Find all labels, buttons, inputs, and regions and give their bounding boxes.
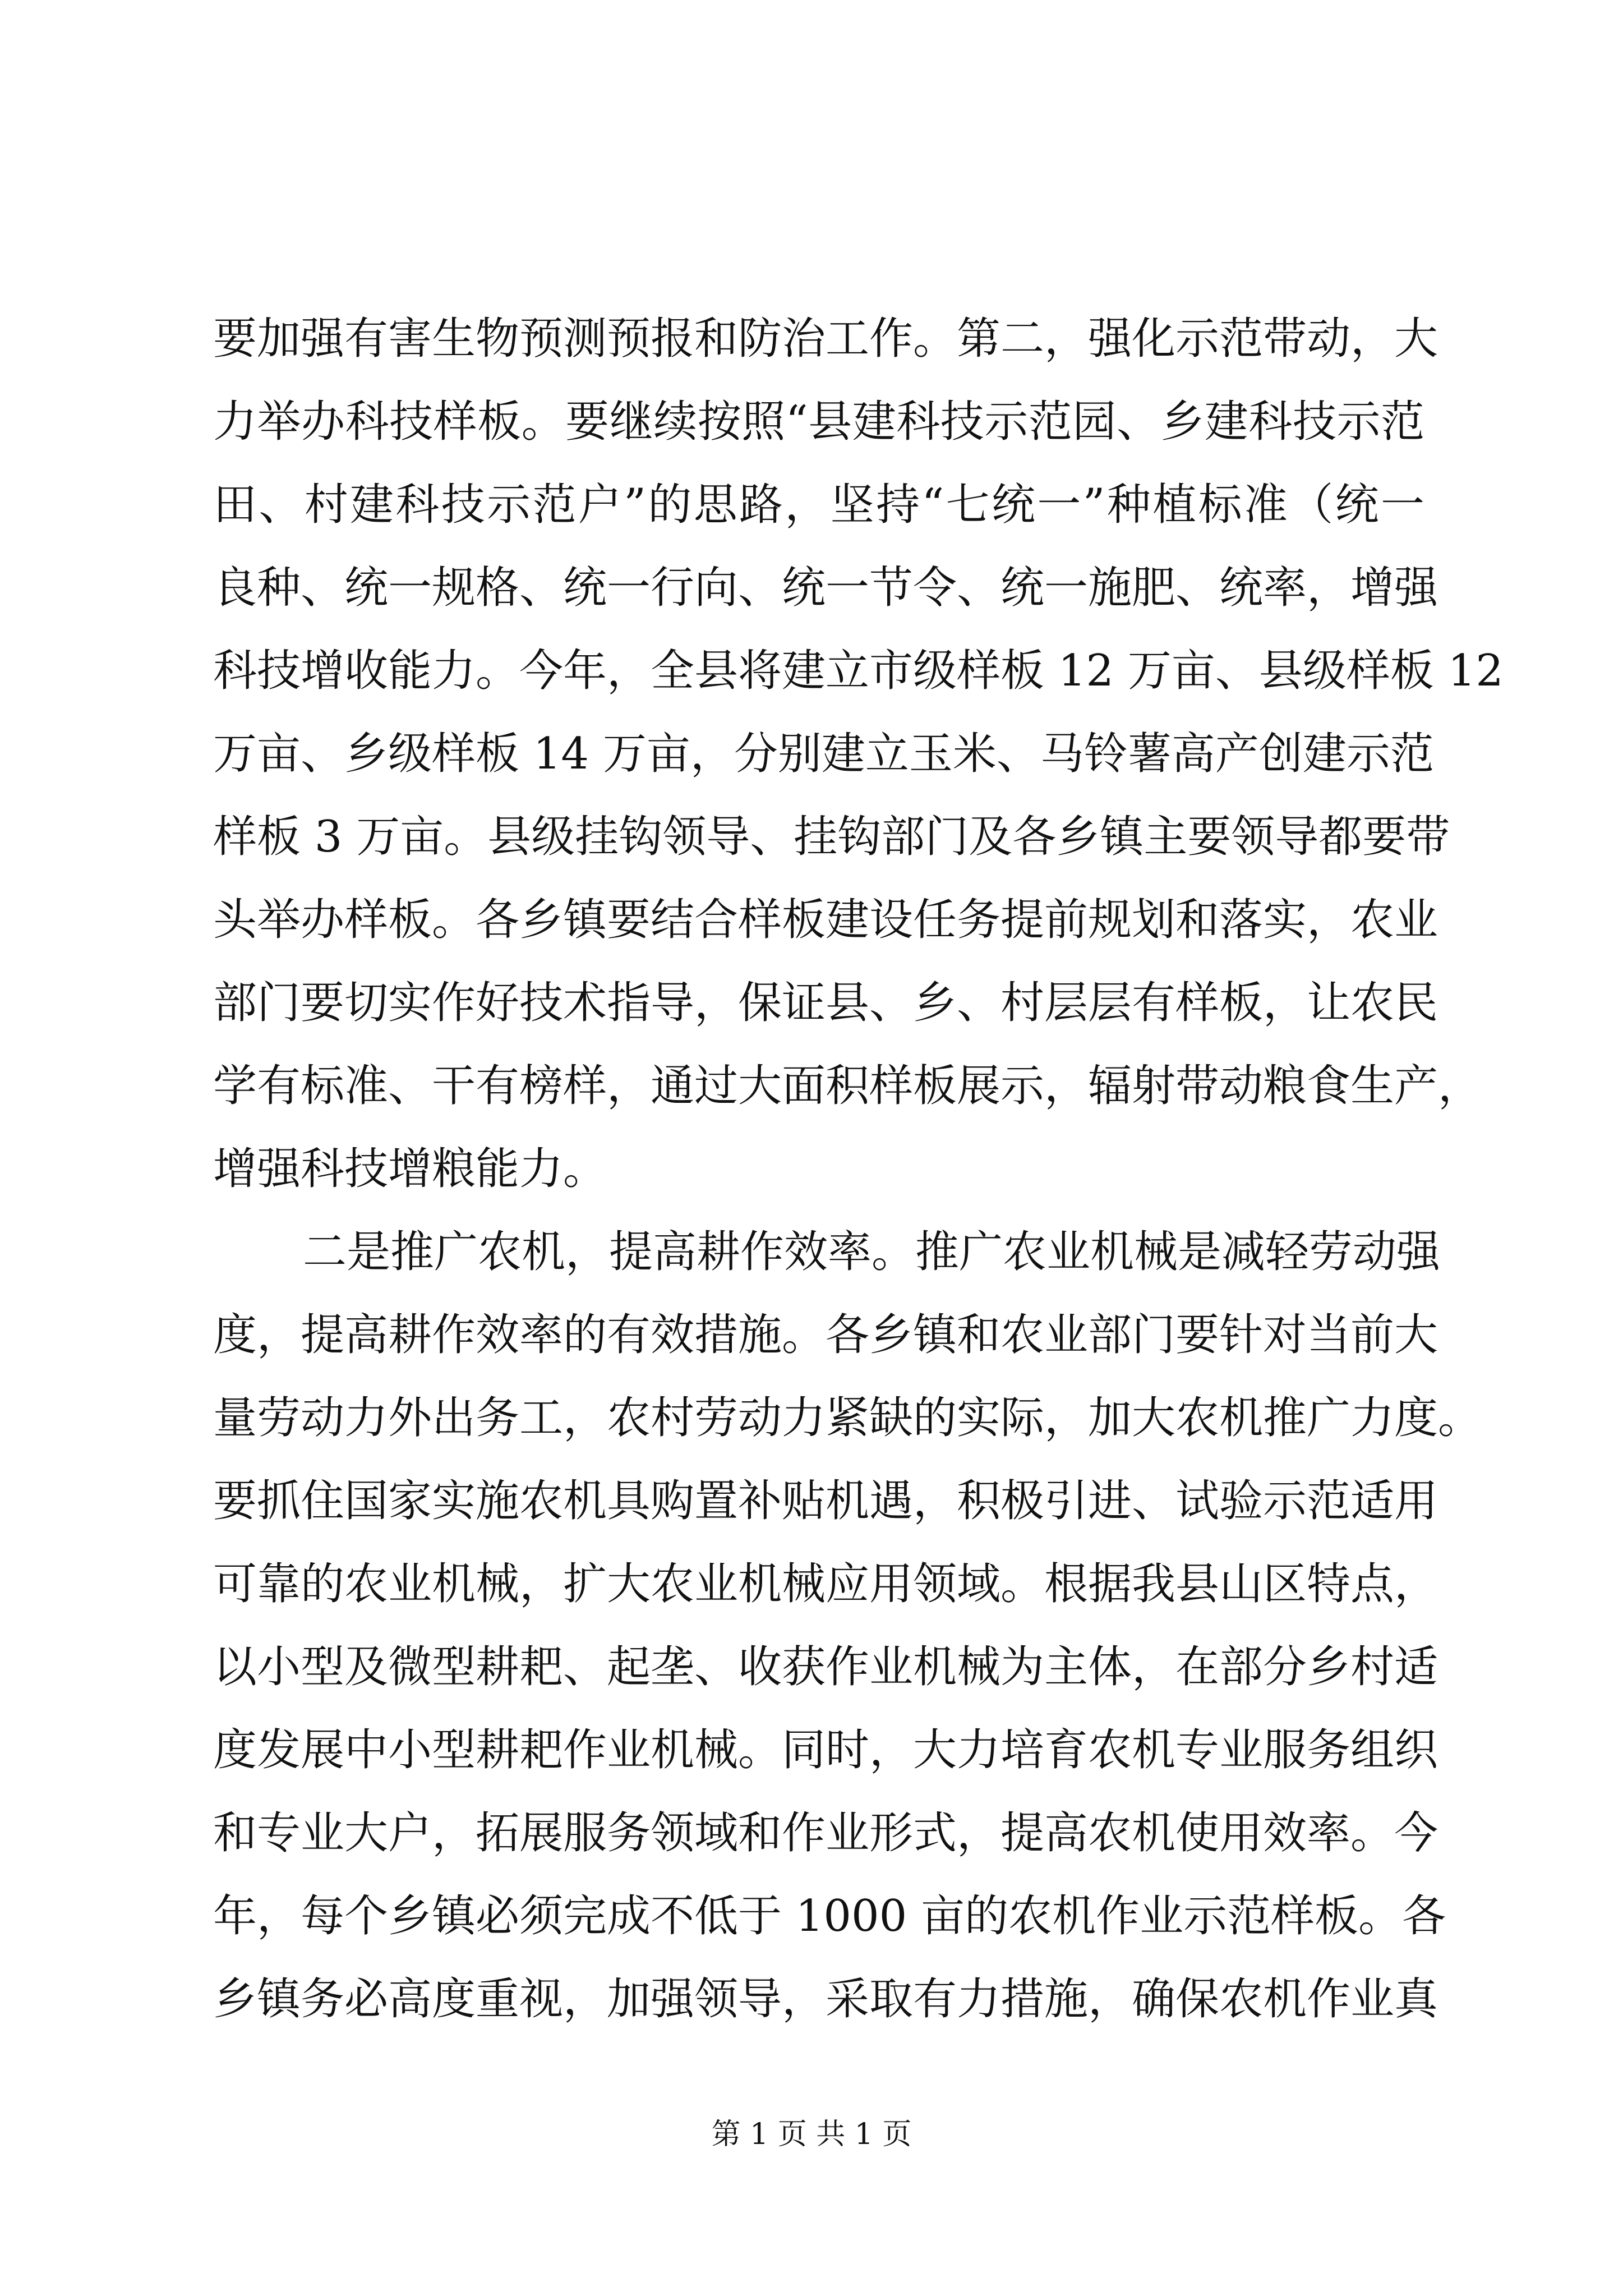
text-line-6: 万亩、乡级样板 14 万亩，分别建立玉米、马铃薯高产创建示范 [213, 729, 1434, 779]
text-line-5: 科技增收能力。今年，全县将建立市级样板 12 万亩、县级样板 12 [213, 646, 1504, 696]
text-line-15: 要抓住国家实施农机具购置补贴机遇，积极引进、试验示范适用 [213, 1476, 1438, 1526]
text-line-21: 乡镇务必高度重视，加强领导，采取有力措施，确保农机作业真 [213, 1974, 1438, 2024]
text-line-2: 力举办科技样板。要继续按照“县建科技示范园、乡建科技示范 [213, 397, 1424, 447]
text-line-8: 头举办样板。各乡镇要结合样板建设任务提前规划和落实，农业 [213, 895, 1438, 945]
text-line-17: 以小型及微型耕耙、起垄、收获作业机械为主体，在部分乡村适 [213, 1642, 1438, 1692]
text-line-7: 样板 3 万亩。县级挂钩领导、挂钩部门及各乡镇主要领导都要带 [213, 812, 1450, 862]
page-footer: 第 1 页 共 1 页 [711, 2118, 912, 2151]
text-line-10: 学有标准、干有榜样，通过大面积样板展示，辐射带动粮食生产， [213, 1061, 1482, 1111]
body-text [213, 297, 1504, 2041]
text-line-4: 良种、统一规格、统一行向、统一节令、统一施肥、统率，增强 [213, 563, 1438, 613]
text-line-18: 度发展中小型耕耙作业机械。同时，大力培育农机专业服务组织 [213, 1725, 1438, 1775]
text-line-14: 量劳动力外出务工，农村劳动力紧缺的实际，加大农机推广力度。 [213, 1393, 1482, 1443]
text-line-13: 度，提高耕作效率的有效措施。各乡镇和农业部门要针对当前大 [213, 1310, 1438, 1360]
text-line-16: 可靠的农业机械，扩大农业机械应用领域。根据我县山区特点， [213, 1559, 1438, 1609]
text-line-1: 要加强有害生物预测预报和防治工作。第二，强化示范带动，大 [213, 314, 1438, 364]
text-line-9: 部门要切实作好技术指导，保证县、乡、村层层有样板，让农民 [213, 978, 1438, 1028]
text-line-12: 二是推广农机，提高耕作效率。推广农业机械是减轻劳动强 [303, 1227, 1441, 1277]
text-line-19: 和专业大户，拓展服务领域和作业形式，提高农机使用效率。今 [213, 1808, 1438, 1858]
text-line-20: 年，每个乡镇必须完成不低于 1000 亩的农机作业示范样板。各 [213, 1891, 1446, 1941]
text-line-11: 增强科技增粮能力。 [213, 1144, 607, 1194]
text-line-3: 田、村建科技示范户”的思路，坚持“七统一”种植标准（统一 [213, 480, 1424, 530]
